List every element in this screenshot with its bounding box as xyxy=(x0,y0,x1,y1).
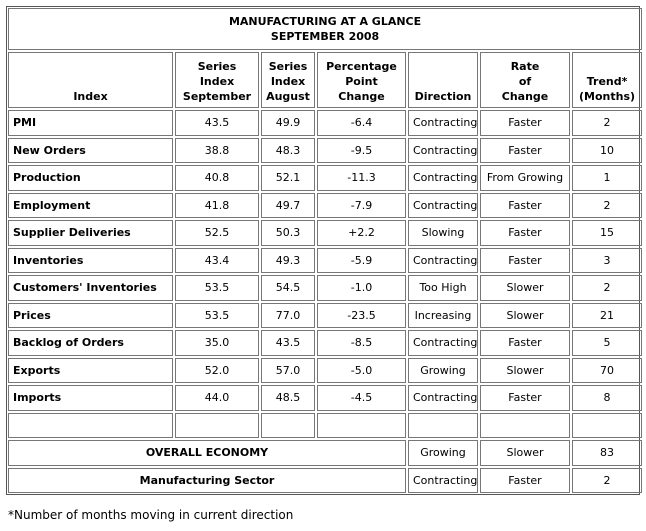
header-text: Trend* xyxy=(586,75,628,88)
rate-of-change-cell: Faster xyxy=(480,110,570,136)
blank-cell xyxy=(572,413,642,439)
trend-cell: 21 xyxy=(572,303,642,329)
header-text: Index xyxy=(199,75,235,88)
table-row xyxy=(8,220,642,246)
series-august-cell: 49.3 xyxy=(261,248,315,274)
header-text: Series xyxy=(268,60,308,73)
title-line-2: SEPTEMBER 2008 xyxy=(270,30,380,43)
index-name-cell: Backlog of Orders xyxy=(8,330,173,356)
pp-change-cell: -23.5 xyxy=(317,303,406,329)
overall-economy-label: OVERALL ECONOMY xyxy=(8,440,406,466)
index-name-cell: Prices xyxy=(8,303,173,329)
trend-cell: 1 xyxy=(572,165,642,191)
table-row xyxy=(8,303,642,329)
blank-cell xyxy=(261,413,315,439)
header-text: of xyxy=(518,75,532,88)
series-september-cell: 53.5 xyxy=(175,303,259,329)
trend-cell: 15 xyxy=(572,220,642,246)
direction-cell: Contracting xyxy=(408,110,478,136)
overall-economy-direction: Growing xyxy=(408,440,478,466)
series-august-cell: 43.5 xyxy=(261,330,315,356)
blank-row xyxy=(8,413,642,439)
header-text: Change xyxy=(338,90,385,103)
manufacturing-sector-direction: Contracting xyxy=(408,468,478,494)
index-name-cell: Customers' Inventories xyxy=(8,275,173,301)
series-august-cell: 50.3 xyxy=(261,220,315,246)
index-name-cell: PMI xyxy=(8,110,173,136)
rate-of-change-cell: Faster xyxy=(480,385,570,411)
manufacturing-sector-rate: Faster xyxy=(480,468,570,494)
direction-cell: Growing xyxy=(408,358,478,384)
index-name-cell: Exports xyxy=(8,358,173,384)
table-title xyxy=(8,8,642,50)
direction-cell: Contracting xyxy=(408,248,478,274)
blank-cell xyxy=(408,413,478,439)
rate-of-change-cell: Faster xyxy=(480,220,570,246)
direction-cell: Contracting xyxy=(408,330,478,356)
series-august-cell: 54.5 xyxy=(261,275,315,301)
series-september-cell: 35.0 xyxy=(175,330,259,356)
table-row xyxy=(8,330,642,356)
trend-cell: 2 xyxy=(572,275,642,301)
header-row xyxy=(8,52,642,108)
pp-change-cell: -9.5 xyxy=(317,138,406,164)
header-index: Index xyxy=(8,52,173,108)
series-september-cell: 40.8 xyxy=(175,165,259,191)
overall-economy-rate: Slower xyxy=(480,440,570,466)
header-text: Percentage xyxy=(326,60,397,73)
direction-cell: Slowing xyxy=(408,220,478,246)
blank-cell xyxy=(175,413,259,439)
header-text: Index xyxy=(270,75,306,88)
manufacturing-sector-trend: 2 xyxy=(572,468,642,494)
series-september-cell: 43.4 xyxy=(175,248,259,274)
pp-change-cell: -7.9 xyxy=(317,193,406,219)
series-august-cell: 57.0 xyxy=(261,358,315,384)
title-line-1: MANUFACTURING AT A GLANCE xyxy=(228,15,422,28)
table-row xyxy=(8,275,642,301)
footnote: *Number of months moving in current direction xyxy=(8,508,294,522)
table-row xyxy=(8,358,642,384)
index-name-cell: Imports xyxy=(8,385,173,411)
header-rate-of-change xyxy=(480,52,570,108)
pp-change-cell: -5.9 xyxy=(317,248,406,274)
rate-of-change-cell: Faster xyxy=(480,330,570,356)
direction-cell: Contracting xyxy=(408,138,478,164)
header-direction: Direction xyxy=(408,52,478,108)
index-name-cell: Production xyxy=(8,165,173,191)
direction-cell: Contracting xyxy=(408,193,478,219)
rate-of-change-cell: Slower xyxy=(480,275,570,301)
series-september-cell: 52.0 xyxy=(175,358,259,384)
pp-change-cell: -1.0 xyxy=(317,275,406,301)
rate-of-change-cell: Faster xyxy=(480,138,570,164)
rate-of-change-cell: Faster xyxy=(480,193,570,219)
header-series-august xyxy=(261,52,315,108)
header-text: Series xyxy=(197,60,237,73)
rate-of-change-cell: Slower xyxy=(480,303,570,329)
header-text: Change xyxy=(501,90,549,103)
pp-change-cell: -5.0 xyxy=(317,358,406,384)
overall-economy-trend: 83 xyxy=(572,440,642,466)
series-august-cell: 52.1 xyxy=(261,165,315,191)
pp-change-cell: -4.5 xyxy=(317,385,406,411)
header-text: (Months) xyxy=(579,90,636,103)
series-september-cell: 38.8 xyxy=(175,138,259,164)
rate-of-change-cell: Faster xyxy=(480,248,570,274)
table-row xyxy=(8,138,642,164)
trend-cell: 2 xyxy=(572,110,642,136)
series-august-cell: 48.5 xyxy=(261,385,315,411)
trend-cell: 70 xyxy=(572,358,642,384)
table-row xyxy=(8,248,642,274)
index-name-cell: Supplier Deliveries xyxy=(8,220,173,246)
trend-cell: 8 xyxy=(572,385,642,411)
pp-change-cell: -8.5 xyxy=(317,330,406,356)
manufacturing-table-frame xyxy=(6,6,640,495)
direction-cell: Contracting xyxy=(408,385,478,411)
manufacturing-sector-row xyxy=(8,468,642,494)
table-row xyxy=(8,165,642,191)
index-name-cell: Inventories xyxy=(8,248,173,274)
series-august-cell: 49.7 xyxy=(261,193,315,219)
pp-change-cell: -6.4 xyxy=(317,110,406,136)
index-name-cell: New Orders xyxy=(8,138,173,164)
table-row xyxy=(8,385,642,411)
header-trend xyxy=(572,52,642,108)
direction-cell: Contracting xyxy=(408,165,478,191)
pp-change-cell: -11.3 xyxy=(317,165,406,191)
blank-cell xyxy=(8,413,173,439)
series-september-cell: 52.5 xyxy=(175,220,259,246)
series-august-cell: 49.9 xyxy=(261,110,315,136)
blank-cell xyxy=(480,413,570,439)
blank-cell xyxy=(317,413,406,439)
trend-cell: 5 xyxy=(572,330,642,356)
trend-cell: 10 xyxy=(572,138,642,164)
trend-cell: 2 xyxy=(572,193,642,219)
header-series-september xyxy=(175,52,259,108)
series-september-cell: 44.0 xyxy=(175,385,259,411)
header-text: Rate xyxy=(510,60,540,73)
header-text: August xyxy=(266,90,310,103)
table-row xyxy=(8,193,642,219)
rate-of-change-cell: Slower xyxy=(480,358,570,384)
manufacturing-sector-label: Manufacturing Sector xyxy=(8,468,406,494)
rate-of-change-cell: From Growing xyxy=(480,165,570,191)
table-row xyxy=(8,110,642,136)
header-pp-change xyxy=(317,52,406,108)
series-august-cell: 77.0 xyxy=(261,303,315,329)
trend-cell: 3 xyxy=(572,248,642,274)
overall-economy-row xyxy=(8,440,642,466)
series-september-cell: 53.5 xyxy=(175,275,259,301)
series-september-cell: 41.8 xyxy=(175,193,259,219)
series-august-cell: 48.3 xyxy=(261,138,315,164)
direction-cell: Increasing xyxy=(408,303,478,329)
manufacturing-table xyxy=(6,6,644,495)
direction-cell: Too High xyxy=(408,275,478,301)
header-text: Point xyxy=(345,75,378,88)
index-name-cell: Employment xyxy=(8,193,173,219)
pp-change-cell: +2.2 xyxy=(317,220,406,246)
header-text: September xyxy=(182,90,252,103)
series-september-cell: 43.5 xyxy=(175,110,259,136)
